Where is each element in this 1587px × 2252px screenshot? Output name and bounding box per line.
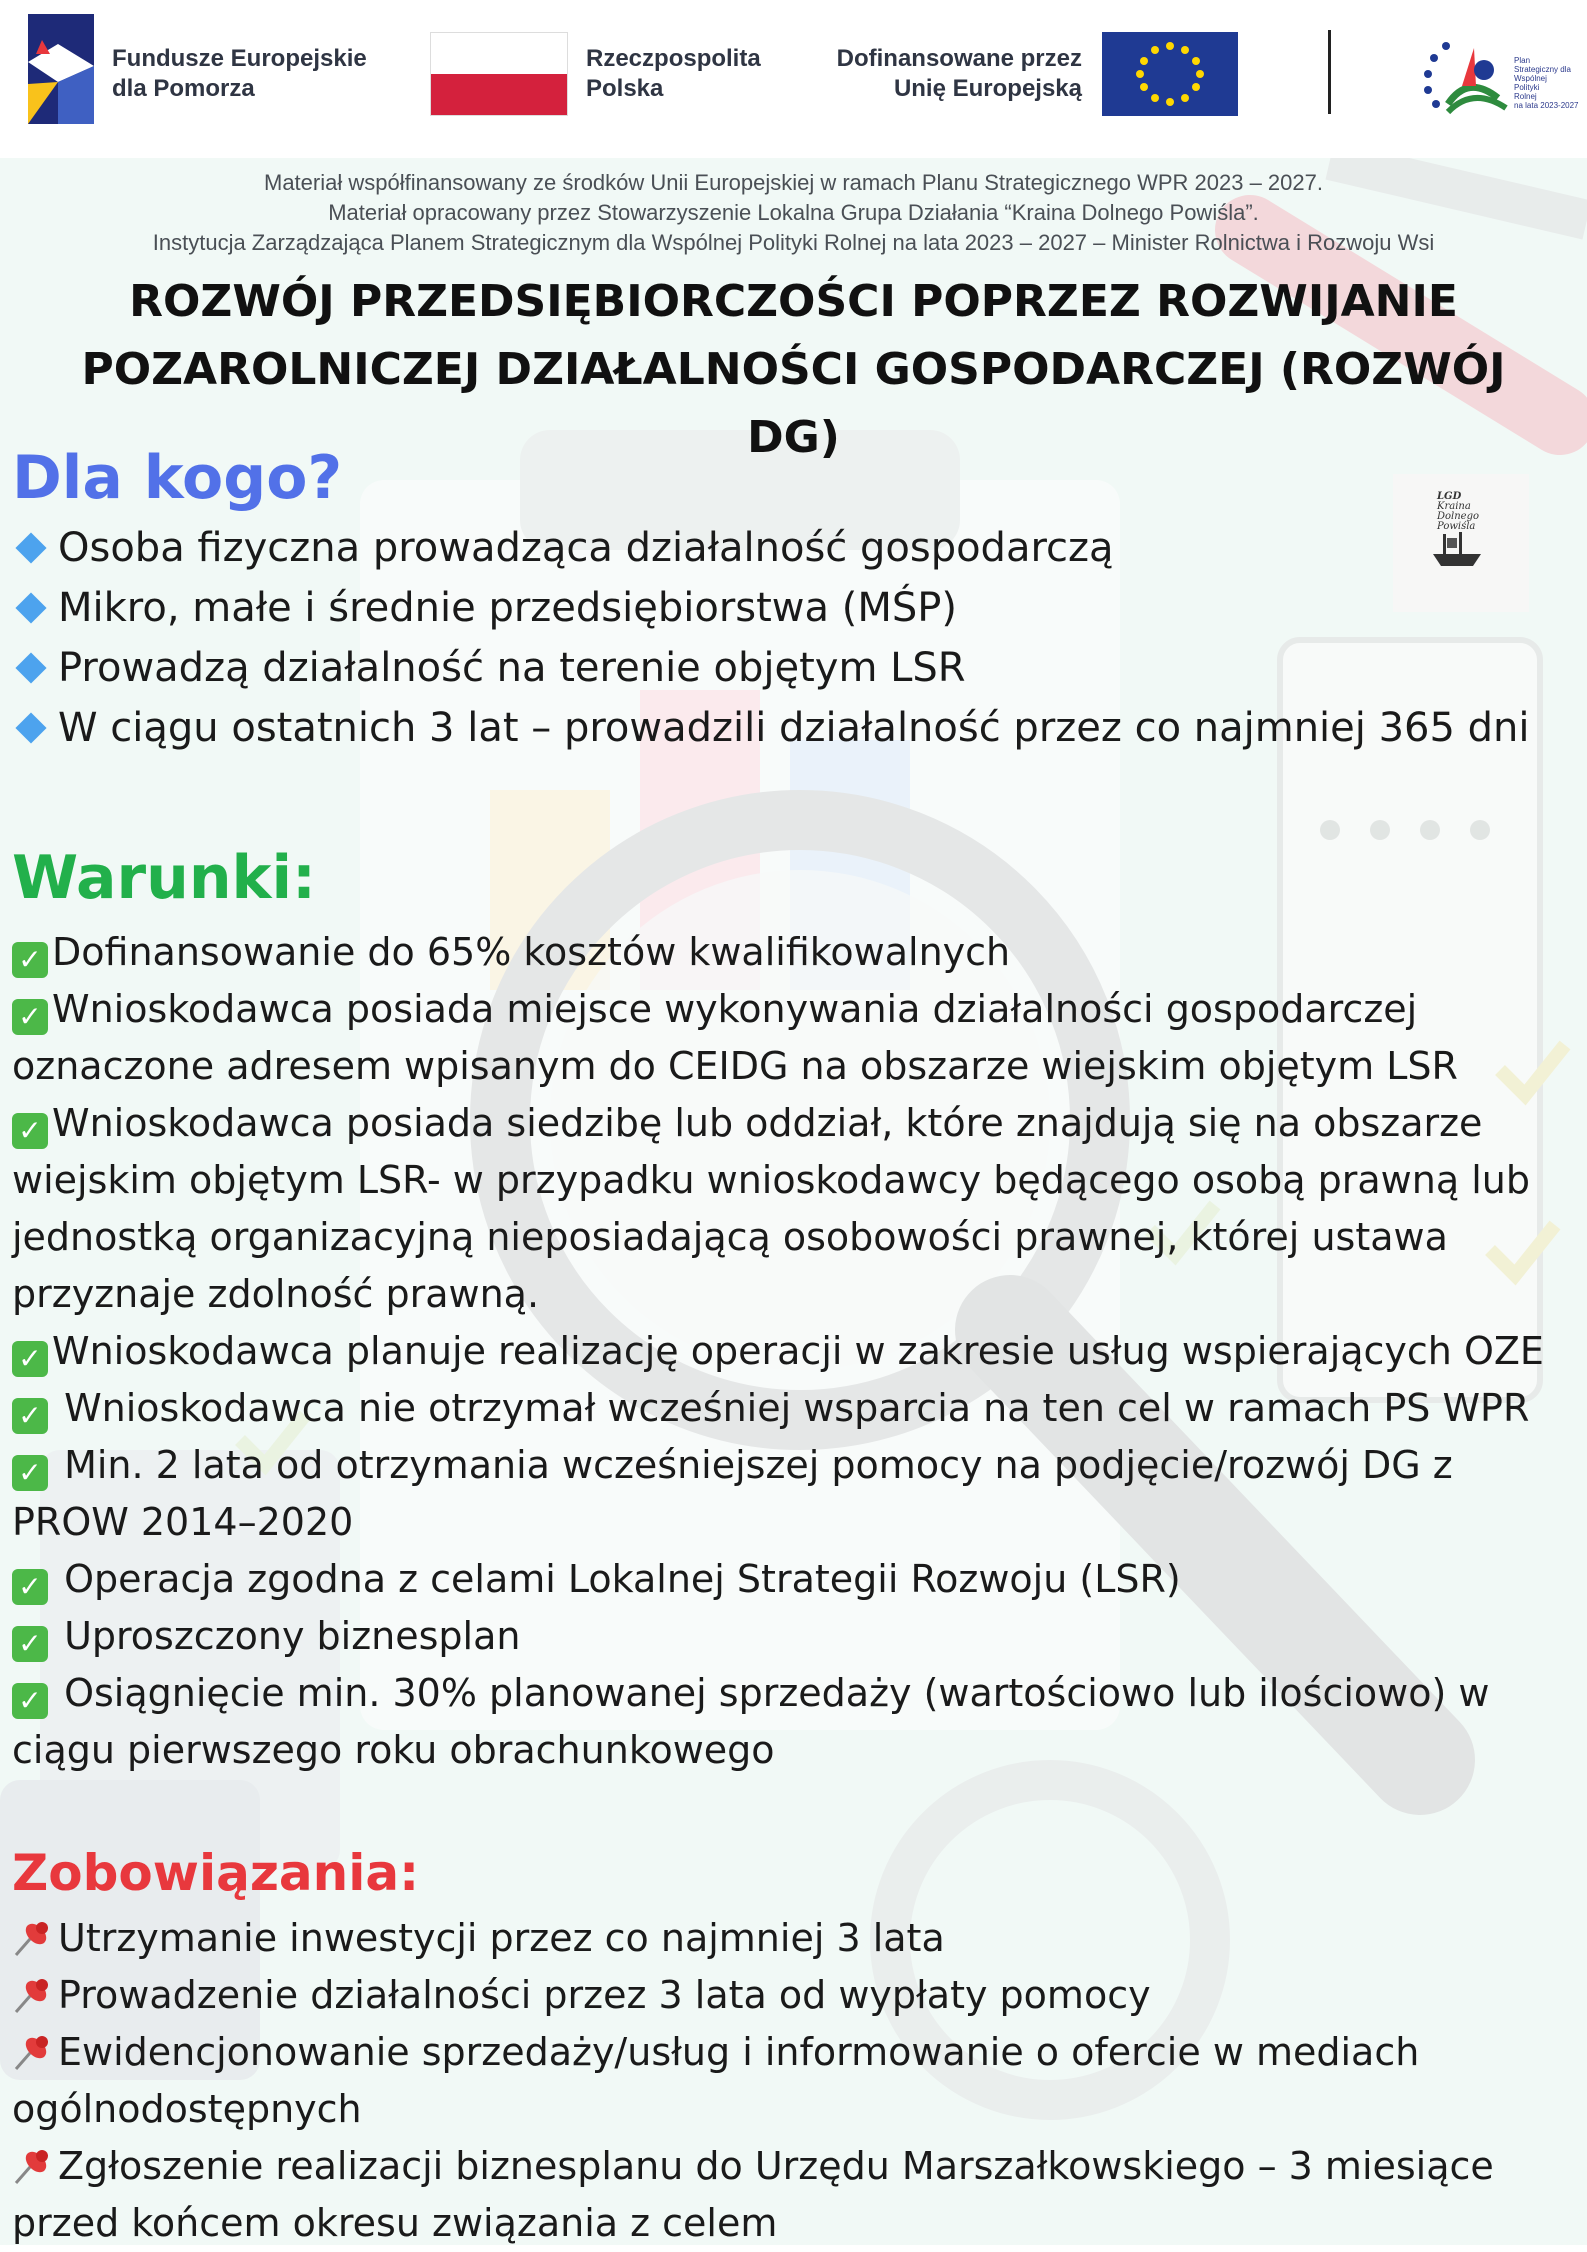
obligation-item-text: Utrzymanie inwestycji przez co najmniej 3 lata — [58, 1916, 945, 1960]
condition-item-text: Wnioskodawca posiada miejsce wykonywania działalności gospodarczej oznaczone adresem wpisanym do CEIDG na obszarze wiejskim objętym LSR — [12, 987, 1458, 1088]
condition-item-text: Wnioskodawca nie otrzymał wcześniej wsparcia na ten cel w ramach PS WPR — [52, 1386, 1530, 1430]
polish-flag-icon — [430, 32, 568, 116]
lgd-logo-line-3: Dolnego — [1437, 511, 1480, 522]
plan-strategiczny-logo-icon — [1418, 34, 1512, 118]
funding-note-2: Materiał opracowany przez Stowarzyszenie Lokalna Grupa Działania “Kraina Dolnego Powiśla”. — [328, 200, 1259, 225]
blue-diamond-icon — [15, 532, 46, 563]
lgd-logo-line-2: Kraina — [1437, 501, 1471, 512]
list-item — [12, 698, 1572, 758]
list-item — [12, 1095, 1572, 1323]
blue-diamond-icon — [15, 712, 46, 743]
lgd-logo-line-1: LGD — [1437, 491, 1462, 502]
condition-item-text: Operacja zgodna z celami Lokalnej Strategii Rozwoju (LSR) — [52, 1557, 1181, 1601]
list-item — [12, 1910, 1572, 1967]
obligation-item-text: Prowadzenie działalności przez 3 lata od wypłaty pomocy — [58, 1973, 1151, 2017]
conditions-list — [12, 924, 1572, 1779]
check-mark-icon: ✓ — [12, 1341, 48, 1377]
fe-logo-line-2: dla Pomorza — [112, 75, 255, 102]
fundusze-europejskie-logo-icon — [28, 14, 94, 124]
ps-logo-line-6: na lata 2023-2027 — [1514, 101, 1579, 110]
condition-item-text: Dofinansowanie do 65% kosztów kwalifikowalnych — [52, 930, 1011, 974]
obligations-list — [12, 1910, 1572, 2252]
blue-diamond-icon — [15, 592, 46, 623]
for-whom-list — [12, 518, 1572, 758]
list-item — [12, 638, 1572, 698]
funding-note-1: Materiał współfinansowany ze środków Unii Europejskiej w ramach Planu Strategicznego WPR 2023 – 2027. — [264, 170, 1323, 195]
header-divider — [1328, 30, 1331, 114]
list-item — [12, 2024, 1572, 2138]
for-whom-item-text: Mikro, małe i średnie przedsiębiorstwa (MŚP) — [58, 585, 957, 631]
blue-diamond-icon — [15, 652, 46, 683]
check-mark-icon: ✓ — [12, 1113, 48, 1149]
pushpin-icon — [12, 1978, 52, 2014]
lgd-logo-line-4: Powiśla — [1437, 521, 1476, 532]
for-whom-heading: Dla kogo? — [12, 443, 343, 513]
for-whom-item-text: W ciągu ostatnich 3 lat – prowadzili działalność przez co najmniej 365 dni — [58, 705, 1530, 751]
list-item — [12, 2138, 1572, 2252]
list-item — [12, 981, 1572, 1095]
check-mark-icon: ✓ — [12, 1626, 48, 1662]
obligations-heading: Zobowiązania: — [12, 1844, 420, 1902]
pl-logo-line-2: Polska — [586, 75, 664, 102]
check-mark-icon: ✓ — [12, 942, 48, 978]
check-mark-icon: ✓ — [12, 1569, 48, 1605]
list-item — [12, 1551, 1572, 1608]
check-mark-icon: ✓ — [12, 1683, 48, 1719]
eu-logo-line-1: Dofinansowane przez — [836, 45, 1082, 72]
eu-flag-icon — [1102, 32, 1238, 116]
document-content — [0, 158, 1587, 2245]
check-mark-icon: ✓ — [12, 1398, 48, 1434]
list-item — [12, 1323, 1572, 1380]
pushpin-icon — [12, 2149, 52, 2185]
condition-item-text: Wnioskodawca posiada siedzibę lub oddział, które znajdują się na obszarze wiejskim objętym LSR- w przypadku wnioskodawcy będącego osobą prawną lub jednostką organizacyjną nieposiadającą osobowości prawnej, której ustawa przyznaje zdolność prawną. — [12, 1101, 1530, 1316]
condition-item-text: Osiągnięcie min. 30% planowanej sprzedaży (wartościowo lub ilościowo) w ciągu pierwszego roku obrachunkowego — [12, 1671, 1490, 1772]
condition-item-text: Wnioskodawca planuje realizację operacji w zakresie usług wspierających OZE — [52, 1329, 1544, 1373]
check-mark-icon: ✓ — [12, 999, 48, 1035]
for-whom-item-text: Osoba fizyczna prowadząca działalność gospodarczą — [58, 525, 1114, 571]
condition-item-text: Uproszczony biznesplan — [52, 1614, 521, 1658]
list-item — [12, 924, 1572, 981]
list-item — [12, 1380, 1572, 1437]
obligation-item-text: Zgłoszenie realizacji biznesplanu do Urzędu Marszałkowskiego – 3 miesiące przed końcem okresu związania z celem — [12, 2144, 1494, 2245]
list-item — [12, 1967, 1572, 2024]
ps-logo-line-1: Plan — [1514, 56, 1531, 65]
funding-note-3: Instytucja Zarządzająca Planem Strategicznym dla Wspólnej Polityki Rolnej na lata 2023 – 2027 – Minister Rolnictwa i Rozwoju Wsi — [152, 230, 1435, 255]
check-mark-icon: ✓ — [12, 1455, 48, 1491]
pushpin-icon — [12, 2035, 52, 2071]
header-logos-bar — [0, 0, 1587, 158]
ps-logo-line-2: Strategiczny dla — [1514, 65, 1571, 74]
ps-logo-line-5: Rolnej — [1514, 92, 1537, 101]
list-item — [12, 1437, 1572, 1551]
fe-logo-line-1: Fundusze Europejskie — [112, 45, 367, 72]
pl-logo-line-1: Rzeczpospolita — [586, 45, 761, 72]
funding-notes — [40, 168, 1547, 258]
list-item — [12, 1665, 1572, 1779]
page-title-line-2: POZAROLNICZEJ DZIAŁALNOŚCI GOSPODARCZEJ (ROZWÓJ DG) — [81, 344, 1506, 463]
condition-item-text: Min. 2 lata od otrzymania wcześniejszej pomocy na podjęcie/rozwój DG z PROW 2014–2020 — [12, 1443, 1453, 1544]
list-item — [12, 1608, 1572, 1665]
list-item — [12, 578, 1572, 638]
conditions-heading: Warunki: — [12, 843, 317, 913]
obligation-item-text: Ewidencjonowanie sprzedaży/usług i informowanie o ofercie w mediach ogólnodostępnych — [12, 2030, 1420, 2131]
eu-logo-line-2: Unię Europejską — [893, 75, 1082, 102]
for-whom-item-text: Prowadzą działalność na terenie objętym LSR — [58, 645, 966, 691]
pushpin-icon — [12, 1921, 52, 1957]
ps-logo-line-3: Wspólnej — [1514, 74, 1547, 83]
page-title-line-1: ROZWÓJ PRZEDSIĘBIORCZOŚCI POPRZEZ ROZWIJANIE — [129, 276, 1458, 327]
list-item — [12, 518, 1572, 578]
ps-logo-line-4: Polityki — [1514, 83, 1540, 92]
